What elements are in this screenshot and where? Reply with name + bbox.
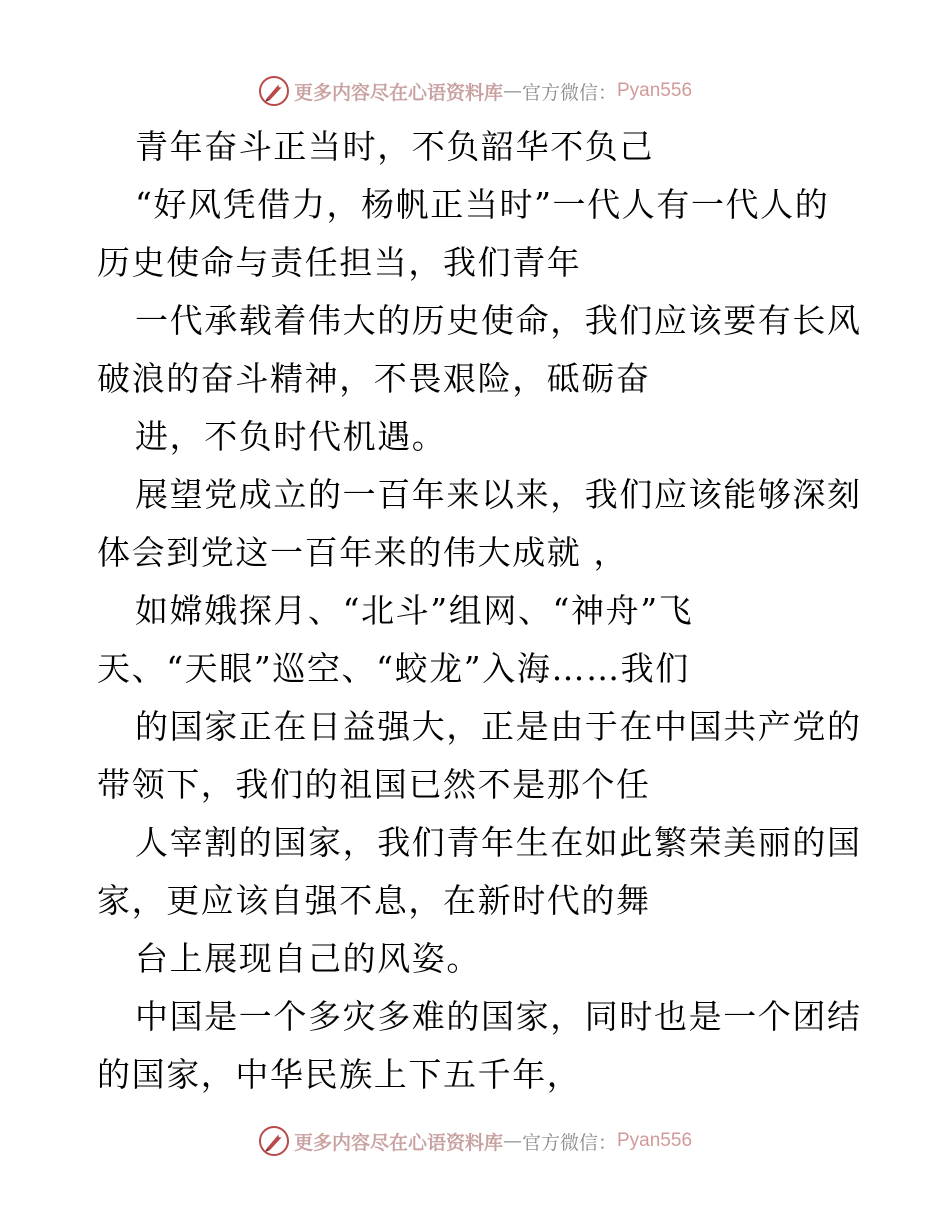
text-line: 天、“天眼”巡空、“蛟龙”入海……我们: [97, 649, 690, 688]
watermark-official-label: 官方微信：: [521, 81, 617, 104]
text-line: 家，更应该自强不息，在新时代的舞: [97, 881, 651, 920]
text-line: 进，不负时代机遇。: [135, 417, 447, 456]
watermark-dash: —: [502, 80, 522, 102]
watermark-wechat-id: Pyan556: [617, 1130, 693, 1151]
watermark-dash: —: [502, 1130, 522, 1152]
footer-watermark: [0, 1121, 950, 1161]
watermark-site-text: 更多内容尽在心语资料库: [293, 81, 503, 104]
quill-pen-logo-icon: [258, 75, 290, 107]
watermark-wechat-id: Pyan556: [617, 80, 693, 101]
text-line: 历史使命与责任担当，我们青年: [97, 243, 582, 282]
title-line: 青年奋斗正当时，不负韶华不负己: [135, 127, 654, 166]
text-line: 台上展现自己的风姿。: [135, 939, 481, 978]
text-line: 的国家正在日益强大，正是由于在中国共产党的: [135, 707, 862, 746]
text-line: 人宰割的国家，我们青年生在如此繁荣美丽的国: [135, 823, 862, 862]
text-line: “好风凭借力，杨帆正当时”一代人有一代人的: [135, 185, 830, 224]
text-line: 的国家，中华民族上下五千年，: [97, 1055, 582, 1094]
text-line: 如嫦娥探月、“北斗”组网、“神舟”飞: [135, 591, 694, 630]
header-watermark: [0, 71, 950, 111]
text-line: 中国是一个多灾多难的国家，同时也是一个团结: [135, 997, 862, 1036]
watermark-site-text: 更多内容尽在心语资料库: [293, 1131, 503, 1154]
watermark-official-label: 官方微信：: [521, 1131, 617, 1154]
text-line: 展望党成立的一百年来以来，我们应该能够深刻: [135, 475, 862, 514]
text-line: 体会到党这一百年来的伟大成就 ，: [97, 533, 629, 572]
text-line: 破浪的奋斗精神，不畏艰险，砥砺奋: [97, 359, 651, 398]
quill-pen-logo-icon: [258, 1125, 290, 1157]
document-body: [97, 118, 862, 1104]
text-line: 一代承载着伟大的历史使命，我们应该要有长风: [135, 301, 862, 340]
text-line: 带领下，我们的祖国已然不是那个任: [97, 765, 651, 804]
